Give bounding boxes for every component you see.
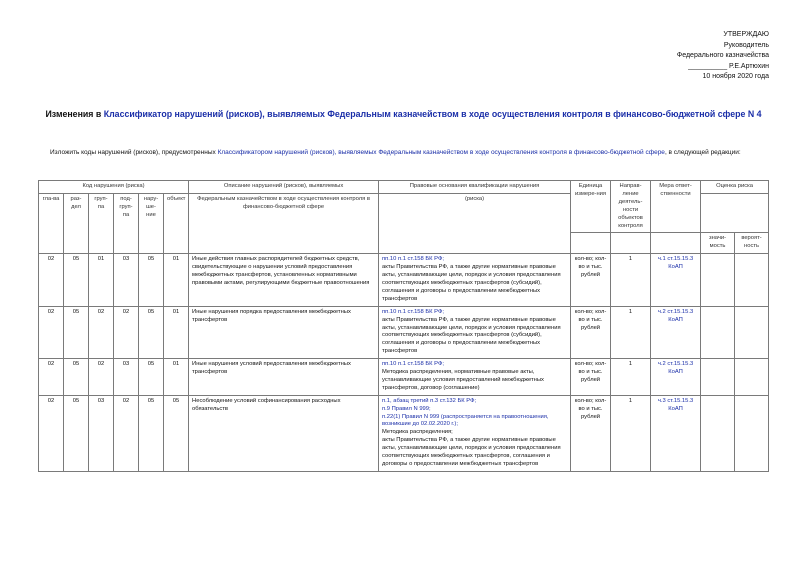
measure-link[interactable]: ч.1 ст.15.15.3 КоАП [651, 254, 701, 306]
header-code-col: под-груп-па [114, 193, 139, 253]
legal-text: акты Правительства РФ, а также другие нормативные правовые акты, устанавливающие цели, порядок и условия предоставления соответствующих межбюджетных трансфертов (субсидий), соглашения и договоры о предоставлении межбюджетных трансфертов [382, 316, 561, 355]
risk-probability-cell [735, 306, 769, 358]
header-measure: Мера ответ-ственности [651, 181, 701, 233]
header-unit-cont [571, 233, 611, 254]
code-cell: 01 [89, 254, 114, 306]
legal-link[interactable]: п.22(1) Правил N 999 (распространяется на правоотношения, возникшие до 02.02.2020 г.); [382, 413, 549, 428]
unit-cell: кол-во; кол-во и тыс. рублей [571, 395, 611, 471]
direction-cell: 1 [611, 306, 651, 358]
risk-significance-cell [701, 359, 735, 396]
code-cell: 05 [64, 254, 89, 306]
document-title [0, 109, 807, 119]
code-cell: 02 [114, 395, 139, 471]
unit-cell: кол-во; кол-во и тыс. рублей [571, 359, 611, 396]
header-description-sub: Федеральным казначейством в ходе осуществления контроля в финансово-бюджетной сфере [189, 193, 379, 253]
code-cell: 05 [64, 306, 89, 358]
legal-cell [379, 254, 571, 306]
header-unit: Единица измере-ния [571, 181, 611, 233]
description-cell: Несоблюдение условий софинансирования расходных обязательств [189, 395, 379, 471]
direction-cell: 1 [611, 395, 651, 471]
table-row [39, 306, 769, 358]
intro-classifier-link[interactable]: Классификатором нарушений (рисков), выявляемых Федеральным казначейством в ходе осуществления контроля в финансово-бюджетной сфере [217, 149, 665, 156]
table-row [39, 359, 769, 396]
violations-table [38, 180, 769, 472]
risk-probability-cell [735, 254, 769, 306]
approval-block [677, 30, 769, 83]
intro-before: Изложить коды нарушений (рисков), предусмотренных [50, 149, 218, 156]
code-cell: 02 [39, 359, 64, 396]
unit-cell: кол-во; кол-во и тыс. рублей [571, 306, 611, 358]
header-code: Код нарушения (риска) [39, 181, 189, 194]
legal-cell [379, 395, 571, 471]
header-risk: Оценка риска [701, 181, 769, 194]
code-cell: 05 [139, 359, 164, 396]
header-risk-col: значи-мость [701, 233, 735, 254]
code-cell: 02 [39, 306, 64, 358]
title-prefix: Изменения в [45, 109, 104, 119]
header-code-col: раз-дел [64, 193, 89, 253]
table-body [39, 254, 769, 472]
legal-cell [379, 359, 571, 396]
table-row [39, 395, 769, 471]
header-description: Описание нарушений (рисков), выявляемых [189, 181, 379, 194]
code-cell: 02 [39, 254, 64, 306]
legal-cell [379, 306, 571, 358]
header-code-col: гла-ва [39, 193, 64, 253]
legal-link[interactable]: п.1, абзац третий п.3 ст.132 БК РФ; [382, 397, 477, 404]
measure-link[interactable]: ч.3 ст.15.15.3 КоАП [651, 395, 701, 471]
intro-paragraph [40, 148, 768, 158]
header-measure-cont [651, 233, 701, 254]
direction-cell: 1 [611, 254, 651, 306]
measure-link[interactable]: ч.2 ст.15.15.3 КоАП [651, 306, 701, 358]
risk-probability-cell [735, 395, 769, 471]
legal-text: акты Правительства РФ, а также другие нормативные правовые акты, устанавливающие цели, порядок и условия предоставления соответствующих межбюджетных трансфертов, соглашения и договоры о предоставлении межбюджетных трансфертов [382, 437, 561, 467]
header-code-col: груп-па [89, 193, 114, 253]
code-cell: 01 [164, 359, 189, 396]
description-cell: Иные нарушения порядка предоставления межбюджетных трансфертов [189, 306, 379, 358]
approval-line: Руководитель [723, 41, 769, 49]
risk-significance-cell [701, 395, 735, 471]
legal-link[interactable]: пп.10 п.1 ст.158 БК РФ; [382, 361, 444, 368]
code-cell: 01 [164, 306, 189, 358]
code-cell: 05 [64, 359, 89, 396]
legal-link[interactable]: пп.10 п.1 ст.158 БК РФ; [382, 308, 444, 315]
risk-probability-cell [735, 359, 769, 396]
header-risk-col: вероят-ность [735, 233, 769, 254]
code-cell: 03 [89, 395, 114, 471]
code-cell: 05 [139, 306, 164, 358]
unit-cell: кол-во; кол-во и тыс. рублей [571, 254, 611, 306]
code-cell: 02 [114, 306, 139, 358]
approval-line: УТВЕРЖДАЮ [723, 31, 769, 38]
intro-after: , в следующей редакции: [664, 149, 741, 156]
code-cell: 05 [164, 395, 189, 471]
code-cell: 05 [139, 395, 164, 471]
header-direction-cont [611, 233, 651, 254]
header-legal-sub: (риска) [379, 193, 571, 253]
direction-cell: 1 [611, 359, 651, 396]
legal-link[interactable]: п.9 Правил N 999; [382, 405, 431, 412]
risk-significance-cell [701, 254, 735, 306]
code-cell: 01 [164, 254, 189, 306]
risk-significance-cell [701, 306, 735, 358]
classifier-link[interactable]: Классификатор нарушений (рисков), выявляемых Федеральным казначейством в ходе осуществления контроля в финансово-бюджетной сфере N 4 [103, 109, 762, 119]
description-cell: Иные действия главных распорядителей бюджетных средств, свидетельствующие о нарушении условий предоставления межбюджетных трансфертов, установленных нормативными правовыми актами, регулирующими бюджетные правоотношения [189, 254, 379, 306]
header-legal: Правовые основания квалификации нарушения [379, 181, 571, 194]
legal-text: акты Правительства РФ, а также другие нормативные правовые акты, устанавливающие цели, порядок и условия предоставления соответствующих межбюджетных трансфертов (субсидий), соглашения и договоры о предоставлении межбюджетных трансфертов [382, 264, 561, 302]
header-direction: Направ-ление деятель-ности объектов контроля [611, 181, 651, 233]
approval-line: Федерального казначейства [676, 52, 769, 60]
header-code-col: нару-ше-ние [139, 193, 164, 253]
legal-link[interactable]: пп.10 п.1 ст.158 БК РФ; [382, 256, 444, 263]
code-cell: 03 [114, 254, 139, 306]
legal-text: Методика распределения; [382, 429, 453, 436]
approval-line: 10 ноября 2020 года [702, 73, 769, 81]
code-cell: 03 [114, 359, 139, 396]
code-cell: 05 [64, 395, 89, 471]
header-code-col: объект [164, 193, 189, 253]
code-cell: 05 [139, 254, 164, 306]
table-row [39, 254, 769, 306]
legal-text: Методика распределения, нормативные правовые акты, устанавливающие условия предоставлений межбюджетных трансфертов, договор (соглашение) [382, 369, 544, 391]
code-cell: 02 [89, 359, 114, 396]
code-cell: 02 [89, 306, 114, 358]
description-cell: Иные нарушения условий предоставления межбюджетных трансфертов [189, 359, 379, 396]
header-risk-blank [701, 193, 769, 233]
measure-link[interactable]: ч.2 ст.15.15.3 КоАП [651, 359, 701, 396]
code-cell: 02 [39, 395, 64, 471]
approval-line: __________ Р.Е.Артюхин [688, 62, 769, 70]
